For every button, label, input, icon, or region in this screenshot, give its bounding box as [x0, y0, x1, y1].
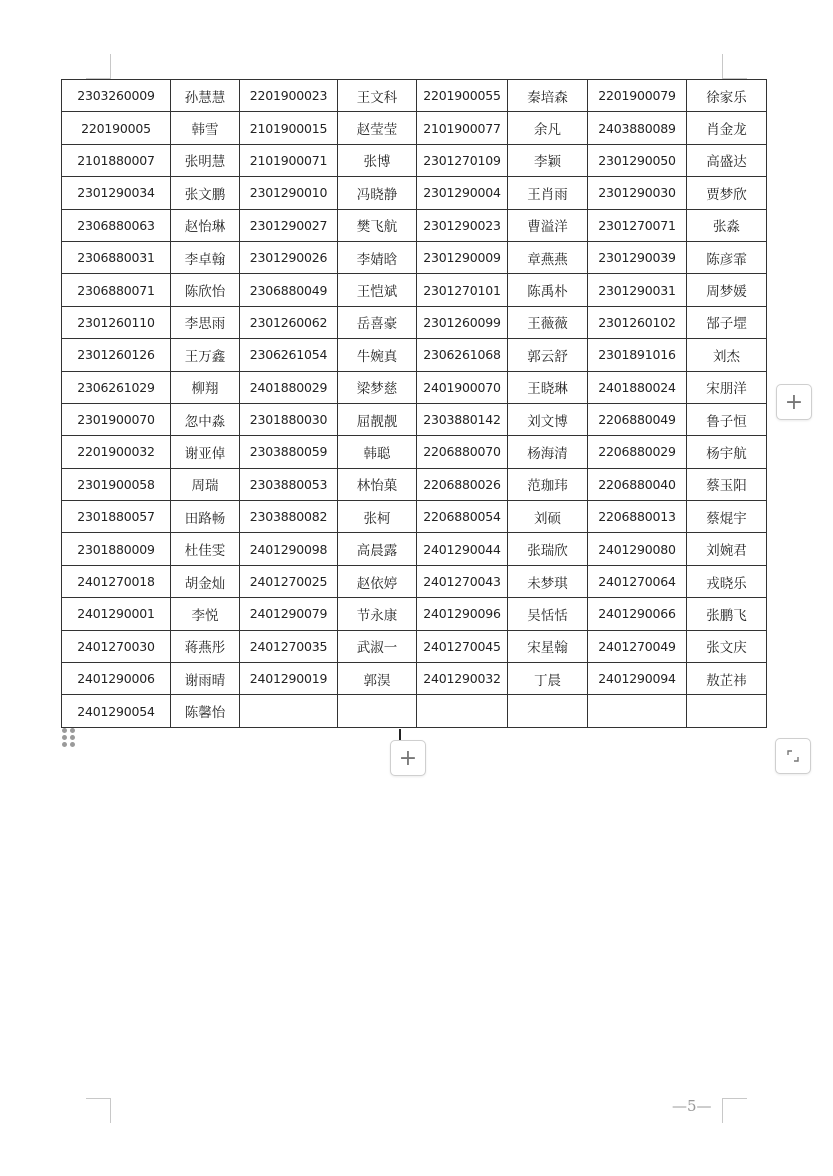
student-id-cell[interactable]: 2401290032 [417, 663, 508, 695]
student-id-cell[interactable]: 2401290001 [62, 598, 171, 630]
student-name-cell[interactable]: 丁晨 [508, 663, 588, 695]
student-name-cell[interactable]: 刘婉君 [687, 533, 767, 565]
student-name-cell[interactable]: 田路畅 [171, 501, 240, 533]
student-name-cell[interactable] [338, 695, 417, 727]
student-name-cell[interactable]: 未梦琪 [508, 565, 588, 597]
student-id-cell[interactable]: 2306880049 [240, 274, 338, 306]
page-corner-mark [86, 1098, 111, 1123]
student-name-cell[interactable]: 柳翔 [171, 371, 240, 403]
student-name-cell[interactable]: 王肖雨 [508, 177, 588, 209]
student-name-cell[interactable]: 韩雪 [171, 112, 240, 144]
roster-table[interactable] [61, 79, 767, 728]
student-id-cell[interactable]: 2301880057 [62, 501, 171, 533]
student-id-cell[interactable] [240, 695, 338, 727]
student-id-cell[interactable]: 2301290030 [588, 177, 687, 209]
student-name-cell[interactable]: 樊飞航 [338, 209, 417, 241]
student-name-cell[interactable]: 曹溢洋 [508, 209, 588, 241]
student-id-cell[interactable]: 2101900015 [240, 112, 338, 144]
student-name-cell[interactable]: 王恺斌 [338, 274, 417, 306]
student-id-cell[interactable]: 2306261054 [240, 339, 338, 371]
student-id-cell[interactable]: 2401880029 [240, 371, 338, 403]
drag-handle-icon[interactable] [62, 728, 76, 747]
student-name-cell[interactable]: 张淼 [687, 209, 767, 241]
student-name-cell[interactable]: 蒋燕彤 [171, 630, 240, 662]
student-name-cell[interactable]: 余凡 [508, 112, 588, 144]
student-name-cell[interactable]: 蔡玉阳 [687, 468, 767, 500]
student-name-cell[interactable]: 赵怡琳 [171, 209, 240, 241]
student-id-cell[interactable]: 2301260099 [417, 306, 508, 338]
student-name-cell[interactable]: 牛婉真 [338, 339, 417, 371]
table-row [62, 695, 767, 727]
student-id-cell[interactable]: 2206880049 [588, 403, 687, 435]
student-name-cell[interactable]: 张鹏飞 [687, 598, 767, 630]
page-corner-mark [722, 1098, 747, 1123]
student-name-cell[interactable]: 武淑一 [338, 630, 417, 662]
student-id-cell[interactable]: 2206880040 [588, 468, 687, 500]
student-name-cell[interactable]: 高盛达 [687, 144, 767, 176]
student-id-cell[interactable]: 2306880031 [62, 241, 171, 273]
student-name-cell[interactable]: 谢亚倬 [171, 436, 240, 468]
student-name-cell[interactable]: 徐家乐 [687, 80, 767, 112]
student-name-cell[interactable]: 张瑞欣 [508, 533, 588, 565]
student-name-cell[interactable]: 赵莹莹 [338, 112, 417, 144]
table-row [62, 663, 767, 695]
student-name-cell[interactable]: 张文庆 [687, 630, 767, 662]
student-id-cell[interactable]: 2301290023 [417, 209, 508, 241]
student-name-cell[interactable]: 陈欣怡 [171, 274, 240, 306]
student-name-cell[interactable]: 孙慧慧 [171, 80, 240, 112]
student-name-cell[interactable]: 杜佳雯 [171, 533, 240, 565]
student-id-cell[interactable]: 2301290004 [417, 177, 508, 209]
student-name-cell[interactable]: 肖金龙 [687, 112, 767, 144]
plus-icon: + [398, 745, 418, 771]
student-id-cell[interactable]: 2201900055 [417, 80, 508, 112]
table-row [62, 112, 767, 144]
student-name-cell[interactable]: 李颖 [508, 144, 588, 176]
student-id-cell[interactable]: 2303260009 [62, 80, 171, 112]
student-id-cell[interactable]: 2401290096 [417, 598, 508, 630]
table-row [62, 177, 767, 209]
student-id-cell[interactable]: 2301290034 [62, 177, 171, 209]
student-id-cell[interactable] [588, 695, 687, 727]
table-row [62, 274, 767, 306]
student-name-cell[interactable] [687, 695, 767, 727]
student-id-cell[interactable]: 2401270030 [62, 630, 171, 662]
student-name-cell[interactable]: 刘文博 [508, 403, 588, 435]
student-name-cell[interactable] [508, 695, 588, 727]
student-name-cell[interactable]: 郭淏 [338, 663, 417, 695]
table-row [62, 209, 767, 241]
student-name-cell[interactable]: 陈禹朴 [508, 274, 588, 306]
student-id-cell[interactable]: 2206880070 [417, 436, 508, 468]
student-id-cell[interactable]: 2201900032 [62, 436, 171, 468]
student-id-cell[interactable]: 2401290066 [588, 598, 687, 630]
student-name-cell[interactable]: 周瑞 [171, 468, 240, 500]
student-id-cell[interactable]: 2301891016 [588, 339, 687, 371]
student-name-cell[interactable]: 刘硕 [508, 501, 588, 533]
student-id-cell[interactable]: 2401900070 [417, 371, 508, 403]
student-name-cell[interactable]: 张博 [338, 144, 417, 176]
student-id-cell[interactable]: 2401290080 [588, 533, 687, 565]
plus-icon: + [784, 389, 804, 415]
student-name-cell[interactable]: 胡金灿 [171, 565, 240, 597]
student-name-cell[interactable]: 郜子堽 [687, 306, 767, 338]
student-id-cell[interactable]: 2303880059 [240, 436, 338, 468]
student-name-cell[interactable]: 谢雨晴 [171, 663, 240, 695]
student-name-cell[interactable]: 忽中淼 [171, 403, 240, 435]
student-id-cell[interactable]: 2401270043 [417, 565, 508, 597]
student-id-cell[interactable]: 2306261029 [62, 371, 171, 403]
student-id-cell[interactable]: 2101900071 [240, 144, 338, 176]
student-name-cell[interactable]: 王薇薇 [508, 306, 588, 338]
student-id-cell[interactable]: 2401270035 [240, 630, 338, 662]
student-name-cell[interactable]: 张柯 [338, 501, 417, 533]
student-id-cell[interactable]: 220190005 [62, 112, 171, 144]
student-name-cell[interactable]: 梁梦慈 [338, 371, 417, 403]
student-id-cell[interactable]: 2401290054 [62, 695, 171, 727]
student-id-cell[interactable]: 2401270025 [240, 565, 338, 597]
table-row [62, 501, 767, 533]
add-row-button[interactable] [390, 740, 426, 776]
page-number: —5— [672, 1097, 712, 1115]
page-corner-mark [86, 54, 111, 79]
student-name-cell[interactable]: 宋朋洋 [687, 371, 767, 403]
student-id-cell[interactable]: 2401290019 [240, 663, 338, 695]
student-id-cell[interactable]: 2301290039 [588, 241, 687, 273]
student-name-cell[interactable]: 鲁子恒 [687, 403, 767, 435]
student-name-cell[interactable]: 章燕燕 [508, 241, 588, 273]
table-row [62, 403, 767, 435]
student-id-cell[interactable]: 2301260126 [62, 339, 171, 371]
student-id-cell[interactable]: 2401270018 [62, 565, 171, 597]
student-id-cell[interactable]: 2301880030 [240, 403, 338, 435]
student-name-cell[interactable]: 秦培森 [508, 80, 588, 112]
table-row [62, 630, 767, 662]
student-id-cell[interactable]: 2301290010 [240, 177, 338, 209]
student-id-cell[interactable]: 2301270109 [417, 144, 508, 176]
student-id-cell[interactable]: 2301260102 [588, 306, 687, 338]
student-name-cell[interactable]: 张文鹏 [171, 177, 240, 209]
table-row [62, 533, 767, 565]
student-id-cell[interactable]: 2301290050 [588, 144, 687, 176]
page-corner-mark [722, 54, 747, 79]
student-name-cell[interactable]: 王文科 [338, 80, 417, 112]
student-name-cell[interactable]: 林怡菓 [338, 468, 417, 500]
student-id-cell[interactable]: 2403880089 [588, 112, 687, 144]
student-id-cell[interactable]: 2401290006 [62, 663, 171, 695]
student-name-cell[interactable]: 高晨露 [338, 533, 417, 565]
student-id-cell[interactable]: 2306880071 [62, 274, 171, 306]
table-row [62, 436, 767, 468]
student-id-cell[interactable]: 2301290031 [588, 274, 687, 306]
student-name-cell[interactable]: 宋星翰 [508, 630, 588, 662]
student-id-cell[interactable]: 2301260062 [240, 306, 338, 338]
table-row [62, 565, 767, 597]
student-id-cell[interactable]: 2301900070 [62, 403, 171, 435]
student-id-cell[interactable]: 2301290026 [240, 241, 338, 273]
student-id-cell[interactable]: 2401290079 [240, 598, 338, 630]
student-id-cell[interactable]: 2301290009 [417, 241, 508, 273]
student-name-cell[interactable]: 岳喜豪 [338, 306, 417, 338]
resize-table-button[interactable] [775, 738, 811, 774]
table-row [62, 371, 767, 403]
student-id-cell[interactable]: 2301260110 [62, 306, 171, 338]
student-id-cell[interactable]: 2101900077 [417, 112, 508, 144]
student-name-cell[interactable]: 戎晓乐 [687, 565, 767, 597]
roster-table-body [62, 80, 767, 728]
student-name-cell[interactable]: 范珈玮 [508, 468, 588, 500]
table-row [62, 598, 767, 630]
student-id-cell[interactable] [417, 695, 508, 727]
student-id-cell[interactable]: 2206880054 [417, 501, 508, 533]
student-id-cell[interactable]: 2303880142 [417, 403, 508, 435]
student-name-cell[interactable]: 贾梦欣 [687, 177, 767, 209]
student-name-cell[interactable]: 杨海清 [508, 436, 588, 468]
student-id-cell[interactable]: 2201900023 [240, 80, 338, 112]
student-name-cell[interactable]: 陈彦霏 [687, 241, 767, 273]
student-id-cell[interactable]: 2206880029 [588, 436, 687, 468]
student-name-cell[interactable]: 蔡焜宇 [687, 501, 767, 533]
student-id-cell[interactable]: 2301880009 [62, 533, 171, 565]
student-name-cell[interactable]: 屈靓靓 [338, 403, 417, 435]
student-name-cell[interactable]: 赵依婷 [338, 565, 417, 597]
table-row [62, 144, 767, 176]
student-id-cell[interactable]: 2206880026 [417, 468, 508, 500]
student-id-cell[interactable]: 2401880024 [588, 371, 687, 403]
student-id-cell[interactable]: 2306880063 [62, 209, 171, 241]
table-row [62, 241, 767, 273]
student-name-cell[interactable]: 王晓琳 [508, 371, 588, 403]
student-id-cell[interactable]: 2301290027 [240, 209, 338, 241]
student-id-cell[interactable]: 2401270049 [588, 630, 687, 662]
student-id-cell[interactable]: 2401290044 [417, 533, 508, 565]
student-name-cell[interactable]: 陈馨怡 [171, 695, 240, 727]
student-name-cell[interactable]: 李思雨 [171, 306, 240, 338]
student-name-cell[interactable]: 李卓翰 [171, 241, 240, 273]
student-name-cell[interactable]: 周梦媛 [687, 274, 767, 306]
student-name-cell[interactable]: 刘杰 [687, 339, 767, 371]
student-id-cell[interactable]: 2206880013 [588, 501, 687, 533]
resize-corner-icon [785, 748, 801, 764]
student-id-cell[interactable]: 2201900079 [588, 80, 687, 112]
student-id-cell[interactable]: 2301270071 [588, 209, 687, 241]
student-id-cell[interactable]: 2401270045 [417, 630, 508, 662]
student-name-cell[interactable]: 敖芷祎 [687, 663, 767, 695]
student-name-cell[interactable]: 冯晓静 [338, 177, 417, 209]
student-name-cell[interactable]: 吴恬恬 [508, 598, 588, 630]
student-name-cell[interactable]: 王万鑫 [171, 339, 240, 371]
student-id-cell[interactable]: 2301270101 [417, 274, 508, 306]
student-id-cell[interactable]: 2303880082 [240, 501, 338, 533]
table-row [62, 80, 767, 112]
student-id-cell[interactable]: 2401270064 [588, 565, 687, 597]
table-row [62, 339, 767, 371]
student-id-cell[interactable]: 2301900058 [62, 468, 171, 500]
student-name-cell[interactable]: 李婧晗 [338, 241, 417, 273]
add-column-button[interactable] [776, 384, 812, 420]
student-id-cell[interactable]: 2401290094 [588, 663, 687, 695]
student-id-cell[interactable]: 2101880007 [62, 144, 171, 176]
student-id-cell[interactable]: 2401290098 [240, 533, 338, 565]
student-name-cell[interactable]: 韩聪 [338, 436, 417, 468]
student-name-cell[interactable]: 李悦 [171, 598, 240, 630]
student-name-cell[interactable]: 杨宇航 [687, 436, 767, 468]
student-name-cell[interactable]: 张明慧 [171, 144, 240, 176]
table-row [62, 468, 767, 500]
table-row [62, 306, 767, 338]
student-id-cell[interactable]: 2306261068 [417, 339, 508, 371]
student-id-cell[interactable]: 2303880053 [240, 468, 338, 500]
student-name-cell[interactable]: 节永康 [338, 598, 417, 630]
student-name-cell[interactable]: 郭云舒 [508, 339, 588, 371]
